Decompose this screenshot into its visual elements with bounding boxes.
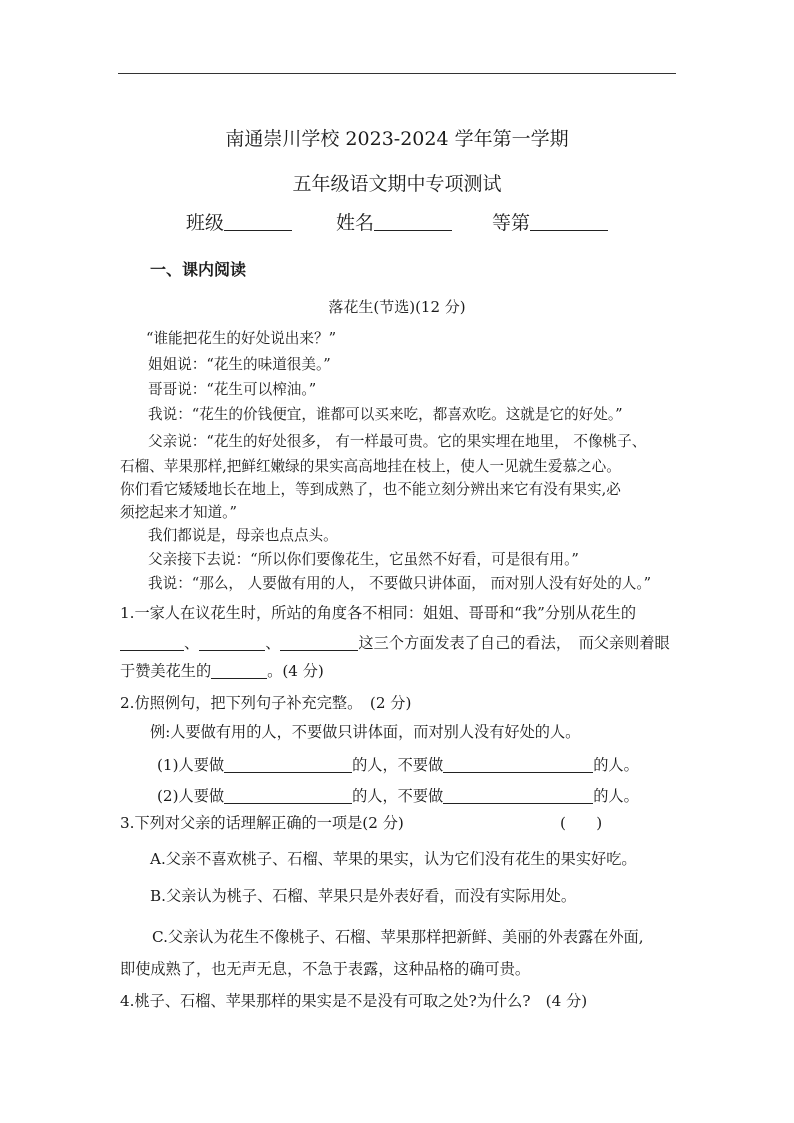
passage-line: 须挖起来才知道。” <box>120 504 237 521</box>
option-b: B.父亲认为桃子、石榴、苹果只是外表好看，而没有实际用处。 <box>150 887 577 905</box>
passage-line: “谁能把花生的好处说出来？” <box>146 330 337 347</box>
question-2-item-2: (2)人要做 的人，不要做 的人。 <box>157 787 639 805</box>
answer-blank[interactable] <box>443 787 593 804</box>
name-field <box>336 208 452 235</box>
question-2-text: 2.仿照例句，把下列句子补充完整。 (2 分) <box>120 694 412 712</box>
answer-blank[interactable] <box>224 787 352 804</box>
exam-title: 南通崇川学校 2023-2024 学年第一学期 <box>225 128 569 150</box>
passage-line: 姐姐说：“花生的味道很美。” <box>148 356 331 373</box>
exam-subtitle: 五年级语文期中专项测试 <box>292 173 502 195</box>
question-3-text: 3.下列对父亲的话理解正确的一项是(2 分) <box>120 814 404 832</box>
name-blank[interactable] <box>374 212 452 231</box>
question-1-line3-head: 于赞美花生的 <box>120 662 212 680</box>
passage-line: 你们看它矮矮地长在地上，等到成熟了，也不能立刻分辨出来它有没有果实,必 <box>120 481 621 498</box>
answer-blank[interactable] <box>224 756 352 773</box>
question-1-points: 。(4 分) <box>267 662 324 680</box>
question-2-example: 例:人要做有用的人，不要做只讲体面，而对别人没有好处的人。 <box>150 723 581 741</box>
question-1-continuation: 这三个方面发表了自己的看法， 而父亲则着眼 <box>358 634 670 652</box>
answer-blank[interactable] <box>280 634 358 651</box>
passage-line: 父亲接下去说：“所以你们要像花生，它虽然不好看，可是很有用。” <box>148 551 579 568</box>
header-rule <box>118 73 676 74</box>
answer-bracket[interactable]: ( ) <box>560 814 603 832</box>
answer-blank[interactable] <box>120 634 184 651</box>
class-blank[interactable] <box>224 212 292 231</box>
class-label: 班级 <box>185 212 224 234</box>
option-a: A.父亲不喜欢桃子、石榴、苹果的果实，认为它们没有花生的果实好吃。 <box>150 850 637 868</box>
question-1-text: 1.一家人在议花生时，所站的角度各不相同：姐姐、哥哥和“我”分别从花生的 <box>120 604 637 622</box>
option-c-line-2: 即使成熟了，也无声无息，不急于表露，这种品格的确可贵。 <box>120 960 531 978</box>
answer-blank[interactable] <box>443 756 593 773</box>
passage-line: 石榴、苹果那样,把鲜红嫩绿的果实高高地挂在枝上，使人一见就生爱慕之心。 <box>120 458 621 475</box>
class-field <box>186 208 292 235</box>
section-heading: 一、课内阅读 <box>150 260 247 279</box>
option-c-line-1: C.父亲认为花生不像桃子、石榴、苹果那样把新鲜、美丽的外表露在外面, <box>152 928 644 946</box>
question-4-text: 4.桃子、石榴、苹果那样的果实是不是没有可取之处?为什么? (4 分) <box>120 992 588 1010</box>
separator: 、 <box>184 634 200 652</box>
passage-line: 哥哥说：“花生可以榨油。” <box>148 381 317 398</box>
passage-title: 落花生(节选)(12 分) <box>328 298 466 316</box>
answer-blank[interactable] <box>199 634 265 651</box>
answer-blank[interactable] <box>211 662 267 679</box>
grade-blank[interactable] <box>530 212 608 231</box>
student-info-row <box>0 208 794 235</box>
passage-line: 我说：“花生的价钱便宜，谁都可以买来吃，都喜欢吃。这就是它的好处。” <box>148 406 623 423</box>
name-label: 姓名 <box>335 212 374 234</box>
separator: 、 <box>265 634 281 652</box>
passage-line: 我说：“那么， 人要做有用的人， 不要做只讲体面， 而对别人没有好处的人。” <box>148 575 652 592</box>
question-2-item-1: (1)人要做 的人，不要做 的人。 <box>157 756 639 774</box>
question-1-last-row <box>120 660 324 681</box>
passage-line: 父亲说：“花生的好处很多， 有一样最可贵。它的果实埋在地里， 不像桃子、 <box>148 433 647 450</box>
passage-line: 我们都说是，母亲也点点头。 <box>148 527 338 544</box>
grade-label: 等第 <box>492 212 531 234</box>
grade-field <box>492 208 608 235</box>
question-1-blanks-row <box>120 632 670 653</box>
